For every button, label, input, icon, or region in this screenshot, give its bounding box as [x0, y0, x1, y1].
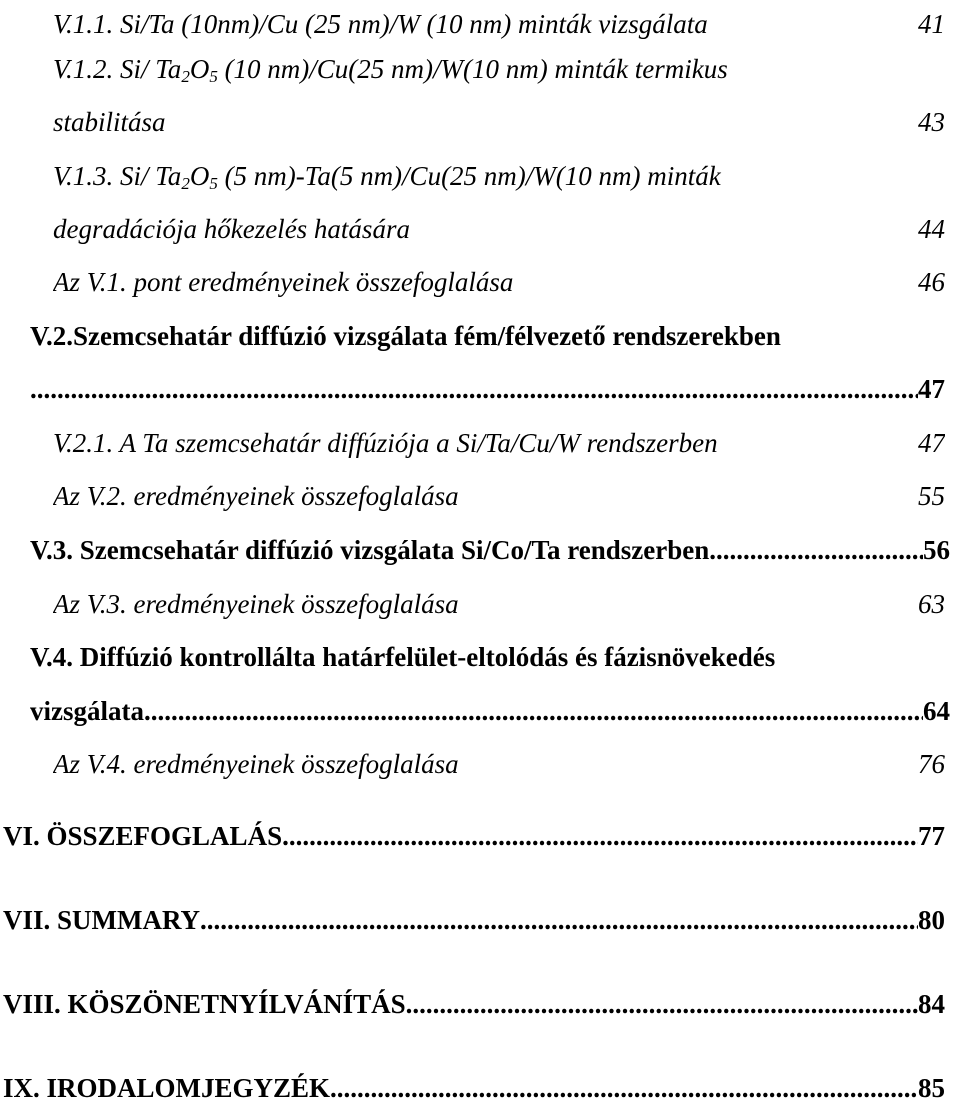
- toc-entry-page: 56: [923, 535, 950, 565]
- toc-entry-v-1-3[interactable]: [53, 152, 945, 192]
- toc-dot-leader: [200, 904, 918, 936]
- toc-dot-leader: [282, 820, 918, 852]
- toc-entry-title: V.2.1. A Ta szemcsehatár diffúziója a Si/Ta/Cu/W rendszerben: [53, 428, 718, 458]
- toc-entry-title: IX. IRODALOMJEGYZÉK: [3, 1073, 331, 1103]
- toc-entry-v-3[interactable]: [30, 526, 950, 566]
- toc-dot-leader: [30, 373, 918, 405]
- toc-entry-page: 47: [918, 428, 945, 458]
- toc-entry-v-2-summary[interactable]: [53, 472, 945, 512]
- toc-entry-page: 44: [918, 214, 945, 244]
- toc-entry-page: 76: [918, 749, 945, 779]
- toc-entry-page: 84: [918, 989, 945, 1019]
- toc-dot-leader: [709, 534, 923, 566]
- toc-entry-title: Az V.4. eredményeinek összefoglalása: [53, 749, 459, 779]
- toc-entry-title: Az V.2. eredményeinek összefoglalása: [53, 481, 459, 511]
- toc-entry-title-continuation: vizsgálata: [30, 696, 144, 726]
- toc-entry-v-4-summary[interactable]: [53, 740, 945, 780]
- toc-dot-leader: [144, 695, 923, 727]
- toc-entry-title: V.4. Diffúzió kontrollálta határfelület-eltolódás és fázisnövekedés: [30, 642, 776, 672]
- toc-entry-viii[interactable]: [3, 980, 945, 1020]
- toc-entry-title: V.1.3. Si/ $Ta_2O_5$ (5 nm)-Ta(5 nm)/Cu(25 nm)/W(10 nm) minták: [53, 161, 721, 192]
- toc-entry-title: Az V.3. eredményeinek összefoglalása: [53, 589, 459, 619]
- toc-entry-v-1-1[interactable]: [53, 0, 945, 40]
- toc-entry-v-2[interactable]: [30, 312, 950, 352]
- toc-entry-vi[interactable]: [3, 812, 945, 852]
- toc-entry-page: 63: [918, 589, 945, 619]
- toc-entry-title: VIII. KÖSZÖNETNYÍLVÁNÍTÁS: [3, 989, 406, 1019]
- toc-entry-v-4[interactable]: [30, 633, 960, 673]
- toc-entry-v-2-leader[interactable]: [30, 365, 945, 405]
- toc-entry-page: 43: [918, 107, 945, 137]
- toc-entry-title: V.3. Szemcsehatár diffúzió vizsgálata Si/Co/Ta rendszerben: [30, 535, 710, 565]
- toc-entry-page: 80: [918, 905, 945, 935]
- toc-entry-title-continuation: degradációja hőkezelés hatására: [53, 214, 410, 244]
- toc-entry-title: Az V.1. pont eredményeinek összefoglalása: [53, 267, 514, 297]
- toc-entry-v-1-2[interactable]: [53, 45, 945, 85]
- toc-entry-v-2-1[interactable]: [53, 419, 945, 459]
- toc-entry-page: 64: [923, 696, 950, 726]
- toc-entry-page: 55: [918, 481, 945, 511]
- toc-entry-v-3-summary[interactable]: [53, 580, 945, 620]
- toc-entry-title: V.1.2. Si/ $Ta_2O_5$ (10 nm)/Cu(25 nm)/W(10 nm) minták termikus: [53, 54, 728, 85]
- toc-entry-title-continuation: stabilitása: [53, 107, 166, 137]
- toc-entry-vii[interactable]: [3, 896, 945, 936]
- toc-entry-v-1-summary[interactable]: [53, 258, 945, 298]
- toc-dot-leader: [330, 1072, 918, 1104]
- toc-entry-v-1-2-continuation[interactable]: [53, 98, 945, 138]
- toc-entry-v-1-3-continuation[interactable]: [53, 205, 945, 245]
- toc-entry-title: VII. SUMMARY: [3, 905, 201, 935]
- toc-entry-title: VI. ÖSSZEFOGLALÁS: [3, 821, 283, 851]
- toc-entry-page: 85: [918, 1073, 945, 1103]
- toc-entry-v-4-continuation[interactable]: [30, 687, 950, 727]
- toc-dot-leader: [406, 988, 918, 1020]
- toc-entry-title: V.1.1. Si/Ta (10nm)/Cu (25 nm)/W (10 nm) minták vizsgálata: [53, 9, 708, 39]
- toc-entry-ix[interactable]: [3, 1064, 945, 1104]
- toc-entry-page: 41: [918, 9, 945, 39]
- toc-entry-page: 77: [918, 821, 945, 851]
- toc-entry-page: 46: [918, 267, 945, 297]
- toc-entry-title: V.2.Szemcsehatár diffúzió vizsgálata fém/félvezető rendszerekben: [30, 321, 781, 351]
- toc-entry-page: 47: [918, 374, 945, 404]
